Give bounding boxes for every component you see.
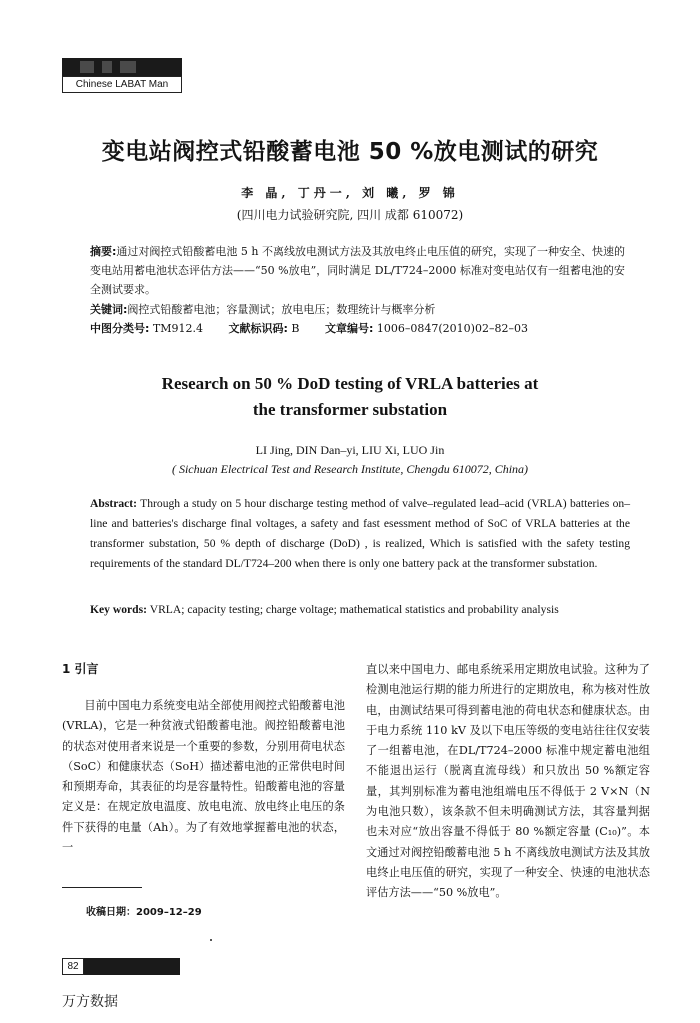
paper-title-en-line2: the transformer substation: [252, 400, 448, 419]
footnote-divider: [62, 887, 142, 888]
doc-code-value: B: [291, 322, 300, 335]
keywords-en-label: Key words:: [90, 603, 147, 616]
article-no-label: 文章编号:: [325, 322, 374, 335]
article-no-value: 1006–0847(2010)02–82–03: [376, 322, 528, 335]
journal-header-tag: Chinese LABAT Man: [62, 76, 182, 93]
keywords-en-text: VRLA; capacity testing; charge voltage; mathematical statistics and probability analysis: [149, 603, 559, 616]
paper-title-en-line1: Research on 50 % DoD testing of VRLA batteries at: [161, 374, 539, 393]
classification-cn: [90, 319, 630, 338]
authors-en: LI Jing, DIN Dan–yi, LIU Xi, LUO Jin: [255, 443, 445, 457]
authors-cn: 李 晶, 丁丹一, 刘 曦, 罗 锦: [241, 186, 459, 200]
section-heading-introduction: 1 引言: [62, 662, 99, 676]
abstract-cn: [90, 242, 630, 299]
keywords-cn: [90, 300, 630, 319]
abstract-cn-text: 通过对阀控式铅酸蓄电池 5 h 不离线放电测试方法及其放电终止电压值的研究，实现了一种安全、快速的变电站用蓄电池状态评估方法——“50 %放电”，同时满足 DL/T724–2000 标准对变电站仅有一组蓄电池的安全测试要求。: [90, 245, 625, 296]
abstract-en-label: Abstract:: [90, 497, 138, 510]
header-logo-bar: [62, 58, 182, 76]
paper-title-cn: 变电站阀控式铅酸蓄电池 50 %放电测试的研究: [101, 139, 599, 165]
paper-title-en: [0, 371, 700, 423]
footer-logo-bar: [84, 958, 180, 975]
body-column-left: 目前中国电力系统变电站全部使用阀控式铅酸蓄电池(VRLA)，它是一种贫液式铅酸蓄电池。阀控铅酸蓄电池的状态对使用者来说是一个重要的参数，分别用荷电状态（SoC）和健康状态（SoH）描述蓄电池的正常供电时间和预期寿命，其表征的均是容量特性。铅酸蓄电池的容量定义是：在规定放电温度、放电电流、放电终止电压的条件下获得的电量（Ah）。为了有效地掌握蓄电池的状态，一: [62, 699, 345, 855]
received-date-footnote: 收稿日期：2009–12–29: [86, 907, 202, 918]
clc-label: 中图分类号:: [90, 322, 150, 335]
abstract-cn-label: 摘要:: [90, 245, 117, 258]
abstract-en-text: Through a study on 5 hour discharge testing method of valve–regulated lead–acid (VRLA) batteries on–line and batteries's discharge final voltages, a safety and fast esessment method of SoC of VRLA batteries at the transformer substation, 50 % depth of discharge (DoD) , is realized, Which is satisfied with the safety testing requirements of the standard DL/T724–200 when there is only one battery pack at the transformer substation.: [90, 497, 630, 570]
abstract-en: [90, 494, 630, 574]
header-logo-glyph: [120, 61, 136, 73]
keywords-cn-text: 阀控式铅酸蓄电池；容量测试；放电电压；数理统计与概率分析: [127, 303, 436, 316]
watermark: 万方数据: [62, 994, 118, 1010]
clc-value: TM912.4: [152, 322, 203, 335]
affiliation-cn: (四川电力试验研究院, 四川 成都 610072): [236, 208, 464, 222]
keywords-en: [90, 600, 630, 620]
page-number: 82: [62, 958, 84, 975]
header-logo-glyph: [102, 61, 112, 73]
stray-mark: [210, 939, 212, 941]
keywords-cn-label: 关键词:: [90, 303, 128, 316]
body-column-right: 直以来中国电力、邮电系统采用定期放电试验。这种为了检测电池运行期的能力所进行的定期放电，称为核对性放电，由测试结果可得到蓄电池的荷电状态和健康状态。由于电力系统 110 kV 及以下电压等级的变电站往往仅安装了一组蓄电池，在DL/T724–2000 标准中规定蓄电池组不能退出运行（脱离直流母线）和只放出 50 %额定容量，其判别标准为蓄电池组端电压不得低于 2 V×N（N 为电池只数），该条款不但未明确测试方法，其容量判据也未对应“放出容量不得低于 80 %额定容量 (C₁₀)”。本文通过对阀控铅酸蓄电池 5 h 不离线放电测试方法及其放电终止电压值的研究，实现了一种安全、快速的电池状态评估方法——“50 %放电”。: [366, 663, 650, 900]
affiliation-en: ( Sichuan Electrical Test and Research Institute, Chengdu 610072, China): [171, 462, 529, 476]
doc-code-label: 文献标识码:: [228, 322, 288, 335]
header-logo-glyph: [80, 61, 94, 73]
